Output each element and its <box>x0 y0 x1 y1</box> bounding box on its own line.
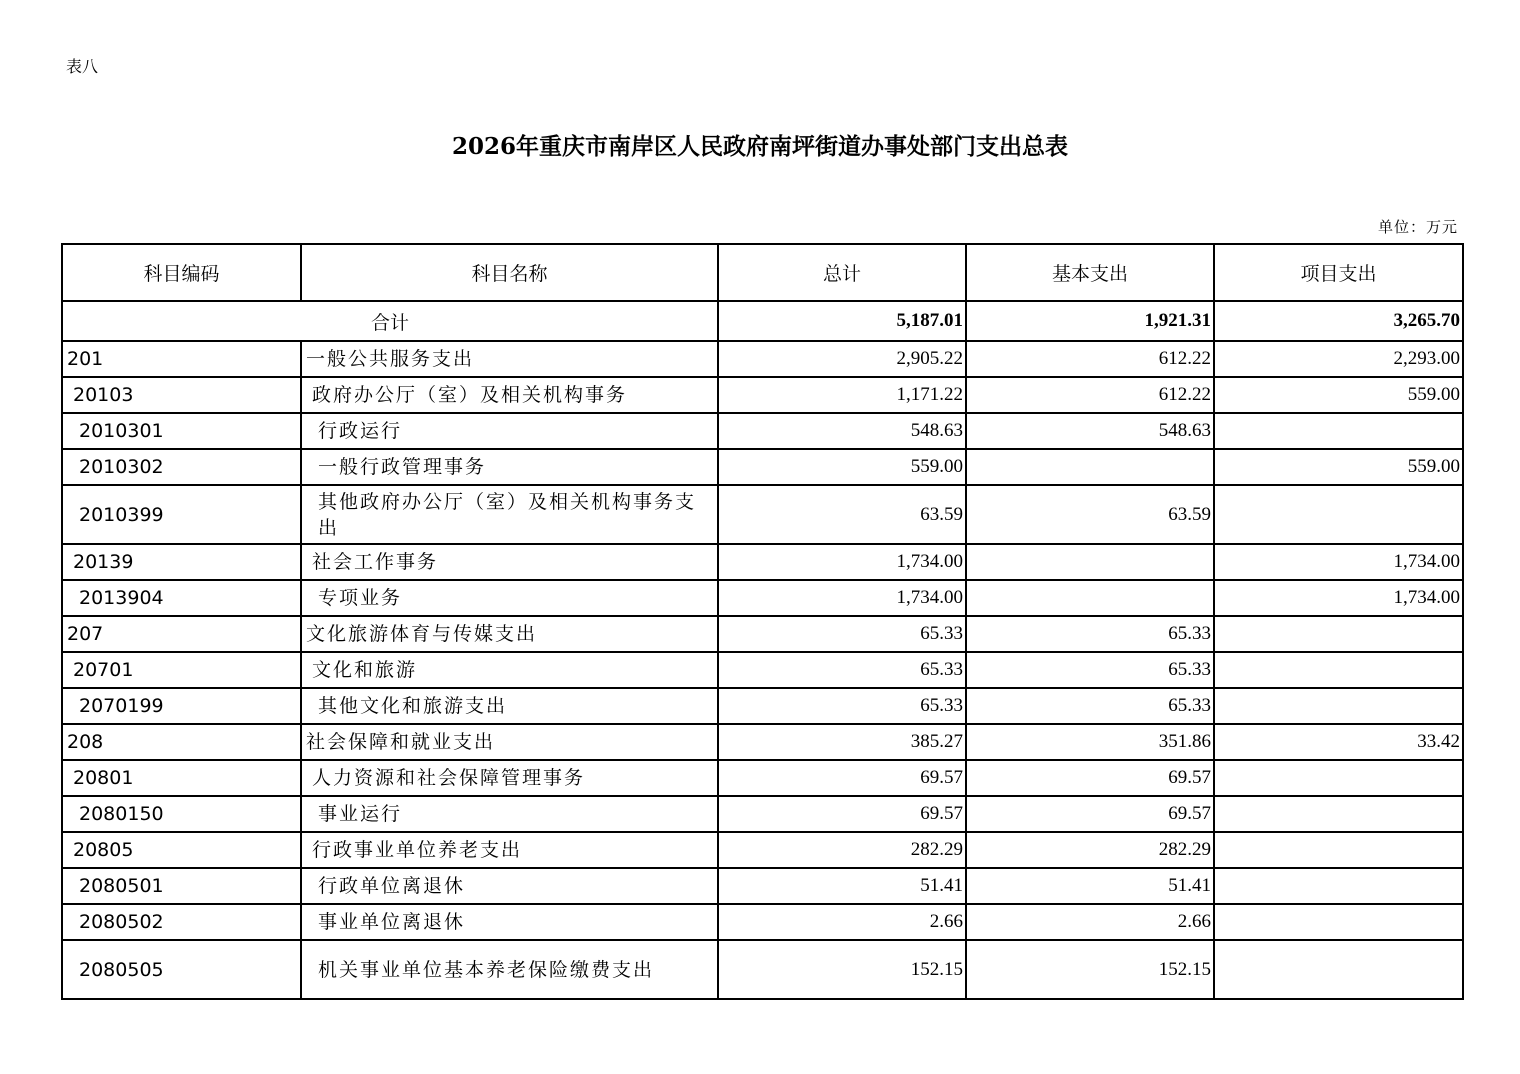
table-row <box>62 413 1463 449</box>
row-code: 207 <box>62 616 301 652</box>
row-total: 2.66 <box>718 904 966 940</box>
row-total: 559.00 <box>718 449 966 485</box>
row-name: 行政单位离退休 <box>301 868 718 904</box>
row-name: 人力资源和社会保障管理事务 <box>301 760 718 796</box>
row-project: 33.42 <box>1214 724 1463 760</box>
table-row <box>62 544 1463 580</box>
row-project <box>1214 868 1463 904</box>
row-total: 65.33 <box>718 616 966 652</box>
row-project <box>1214 485 1463 544</box>
row-code: 20701 <box>62 652 301 688</box>
row-code: 208 <box>62 724 301 760</box>
row-total: 1,734.00 <box>718 544 966 580</box>
total-basic-value: 1,921.31 <box>966 301 1214 341</box>
total-label: 合计 <box>62 301 718 341</box>
row-code: 201 <box>62 341 301 377</box>
table-row <box>62 904 1463 940</box>
row-code: 2080501 <box>62 868 301 904</box>
table-row <box>62 760 1463 796</box>
row-name: 行政事业单位养老支出 <box>301 832 718 868</box>
row-code: 2080505 <box>62 940 301 999</box>
row-project <box>1214 760 1463 796</box>
row-total: 282.29 <box>718 832 966 868</box>
row-project <box>1214 904 1463 940</box>
row-code: 2070199 <box>62 688 301 724</box>
row-name: 机关事业单位基本养老保险缴费支出 <box>301 940 718 999</box>
row-name: 文化和旅游 <box>301 652 718 688</box>
table-row <box>62 688 1463 724</box>
row-name: 文化旅游体育与传媒支出 <box>301 616 718 652</box>
row-code: 20103 <box>62 377 301 413</box>
row-project <box>1214 413 1463 449</box>
row-project <box>1214 688 1463 724</box>
table-row <box>62 724 1463 760</box>
row-name: 一般公共服务支出 <box>301 341 718 377</box>
table-row <box>62 341 1463 377</box>
row-basic <box>966 449 1214 485</box>
row-basic: 548.63 <box>966 413 1214 449</box>
row-code: 2010302 <box>62 449 301 485</box>
row-project: 1,734.00 <box>1214 580 1463 616</box>
total-row <box>62 301 1463 341</box>
row-basic <box>966 580 1214 616</box>
row-name: 社会工作事务 <box>301 544 718 580</box>
row-code: 20801 <box>62 760 301 796</box>
row-code: 20139 <box>62 544 301 580</box>
row-total: 385.27 <box>718 724 966 760</box>
row-total: 63.59 <box>718 485 966 544</box>
row-project: 559.00 <box>1214 377 1463 413</box>
page-title: 2026年重庆市南岸区人民政府南坪街道办事处部门支出总表 <box>451 133 1068 160</box>
row-total: 65.33 <box>718 688 966 724</box>
row-project <box>1214 796 1463 832</box>
row-project: 1,734.00 <box>1214 544 1463 580</box>
row-total: 548.63 <box>718 413 966 449</box>
row-total: 65.33 <box>718 652 966 688</box>
table-row <box>62 377 1463 413</box>
row-basic: 612.22 <box>966 377 1214 413</box>
table-row <box>62 652 1463 688</box>
header-total: 总计 <box>718 244 966 301</box>
row-basic: 282.29 <box>966 832 1214 868</box>
table-number-label: 表八 <box>66 57 99 76</box>
unit-label: 单位：万元 <box>1377 218 1458 236</box>
row-name: 社会保障和就业支出 <box>301 724 718 760</box>
row-code: 2013904 <box>62 580 301 616</box>
row-project <box>1214 940 1463 999</box>
table-row <box>62 580 1463 616</box>
total-project-value: 3,265.70 <box>1214 301 1463 341</box>
row-total: 69.57 <box>718 796 966 832</box>
row-name: 事业运行 <box>301 796 718 832</box>
table-row <box>62 868 1463 904</box>
row-total: 152.15 <box>718 940 966 999</box>
header-basic: 基本支出 <box>966 244 1214 301</box>
row-project <box>1214 616 1463 652</box>
table-row <box>62 449 1463 485</box>
expenditure-table <box>61 243 1464 1000</box>
row-basic: 612.22 <box>966 341 1214 377</box>
row-basic: 65.33 <box>966 688 1214 724</box>
row-project <box>1214 832 1463 868</box>
row-name: 行政运行 <box>301 413 718 449</box>
table-row <box>62 796 1463 832</box>
row-project <box>1214 652 1463 688</box>
row-basic: 69.57 <box>966 760 1214 796</box>
row-name: 专项业务 <box>301 580 718 616</box>
row-basic: 51.41 <box>966 868 1214 904</box>
row-basic: 65.33 <box>966 616 1214 652</box>
row-basic <box>966 544 1214 580</box>
row-basic: 351.86 <box>966 724 1214 760</box>
row-basic: 63.59 <box>966 485 1214 544</box>
header-project: 项目支出 <box>1214 244 1463 301</box>
row-code: 2080150 <box>62 796 301 832</box>
row-total: 1,171.22 <box>718 377 966 413</box>
header-code: 科目编码 <box>62 244 301 301</box>
row-project: 559.00 <box>1214 449 1463 485</box>
row-name: 一般行政管理事务 <box>301 449 718 485</box>
row-basic: 2.66 <box>966 904 1214 940</box>
table-row <box>62 832 1463 868</box>
row-code: 20805 <box>62 832 301 868</box>
row-name: 政府办公厅（室）及相关机构事务 <box>301 377 718 413</box>
row-code: 2010301 <box>62 413 301 449</box>
row-total: 51.41 <box>718 868 966 904</box>
row-basic: 69.57 <box>966 796 1214 832</box>
row-total: 1,734.00 <box>718 580 966 616</box>
table-row <box>62 485 1463 544</box>
table-row <box>62 616 1463 652</box>
row-name: 其他文化和旅游支出 <box>301 688 718 724</box>
table-row <box>62 940 1463 999</box>
row-project: 2,293.00 <box>1214 341 1463 377</box>
row-code: 2080502 <box>62 904 301 940</box>
row-total: 2,905.22 <box>718 341 966 377</box>
row-total: 69.57 <box>718 760 966 796</box>
row-name: 事业单位离退休 <box>301 904 718 940</box>
header-row <box>62 244 1463 301</box>
row-name: 其他政府办公厅（室）及相关机构事务支出 <box>301 485 718 544</box>
row-code: 2010399 <box>62 485 301 544</box>
row-basic: 152.15 <box>966 940 1214 999</box>
row-basic: 65.33 <box>966 652 1214 688</box>
header-name: 科目名称 <box>301 244 718 301</box>
total-value: 5,187.01 <box>718 301 966 341</box>
